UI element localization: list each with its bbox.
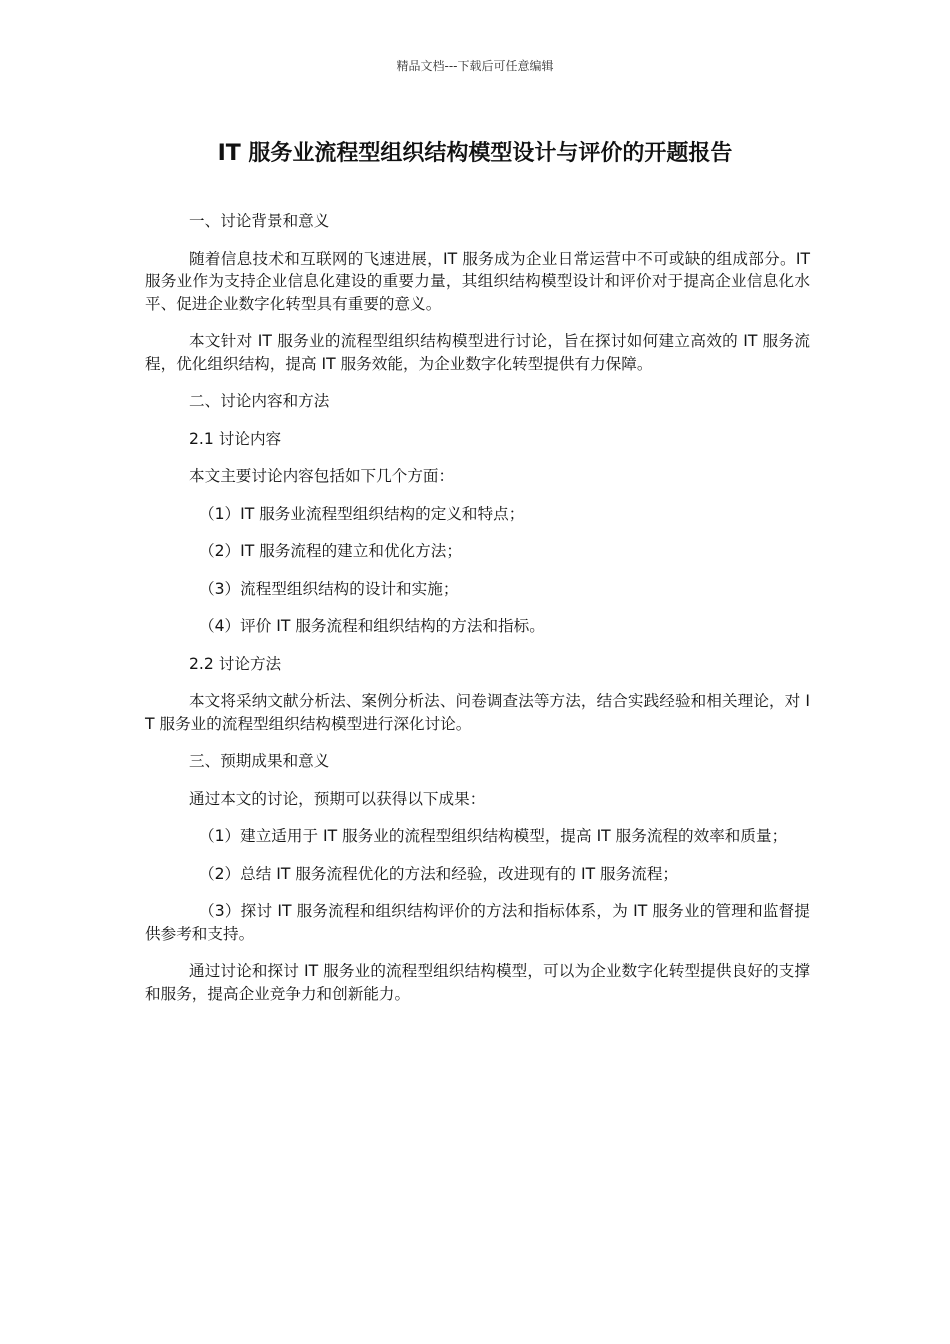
paragraph-content-intro: 本文主要讨论内容包括如下几个方面： — [189, 467, 455, 485]
list-item: （1）IT 服务业流程型组织结构的定义和特点； — [199, 504, 525, 523]
document-body — [145, 210, 810, 1020]
document-title: IT 服务业流程型组织结构模型设计与评价的开题报告 — [217, 141, 733, 166]
section-heading-1: 一、讨论背景和意义 — [189, 212, 330, 230]
page-header: 精品文档---下载后可任意编辑 — [396, 59, 554, 73]
list-item: （3）流程型组织结构的设计和实施； — [199, 579, 459, 598]
section-heading-2: 二、讨论内容和方法 — [189, 392, 330, 410]
list-item: （4）评价 IT 服务流程和组织结构的方法和指标。 — [199, 617, 545, 635]
paragraph-results-intro: 通过本文的讨论，预期可以获得以下成果： — [189, 789, 486, 808]
subsection-heading-2-2: 2.2 讨论方法 — [189, 654, 282, 673]
section-heading-3: 三、预期成果和意义 — [189, 752, 330, 770]
paragraph-methods: 本文将采纳文献分析法、案例分析法、问卷调查法等方法，结合实践经验和相关理论，对 IT 服务业的流程型组织结构模型进行深化讨论。 — [145, 692, 810, 733]
paragraph-background: 随着信息技术和互联网的飞速进展，IT 服务成为企业日常运营中不可或缺的组成部分。IT 服务业作为支持企业信息化建设的重要力量，其组织结构模型设计和评价对于提高企业信息化水平、促进企业数字化转型具有重要的意义。 — [145, 249, 810, 313]
list-item: （2）IT 服务流程的建立和优化方法； — [199, 542, 462, 560]
subsection-heading-2-1: 2.1 讨论内容 — [189, 429, 282, 448]
list-item: （3）探讨 IT 服务流程和组织结构评价的方法和指标体系，为 IT 服务业的管理和监督提供参考和支持。 — [145, 902, 810, 943]
paragraph-purpose: 本文针对 IT 服务业的流程型组织结构模型进行讨论，旨在探讨如何建立高效的 IT 服务流程，优化组织结构，提高 IT 服务效能，为企业数字化转型提供有力保障。 — [145, 332, 810, 373]
list-item: （1）建立适用于 IT 服务业的流程型组织结构模型，提高 IT 服务流程的效率和质量； — [199, 827, 788, 845]
paragraph-conclusion: 通过讨论和探讨 IT 服务业的流程型组织结构模型，可以为企业数字化转型提供良好的支撑和服务，提高企业竞争力和创新能力。 — [145, 962, 810, 1003]
list-item: （2）总结 IT 服务流程优化的方法和经验，改进现有的 IT 服务流程； — [199, 864, 679, 883]
